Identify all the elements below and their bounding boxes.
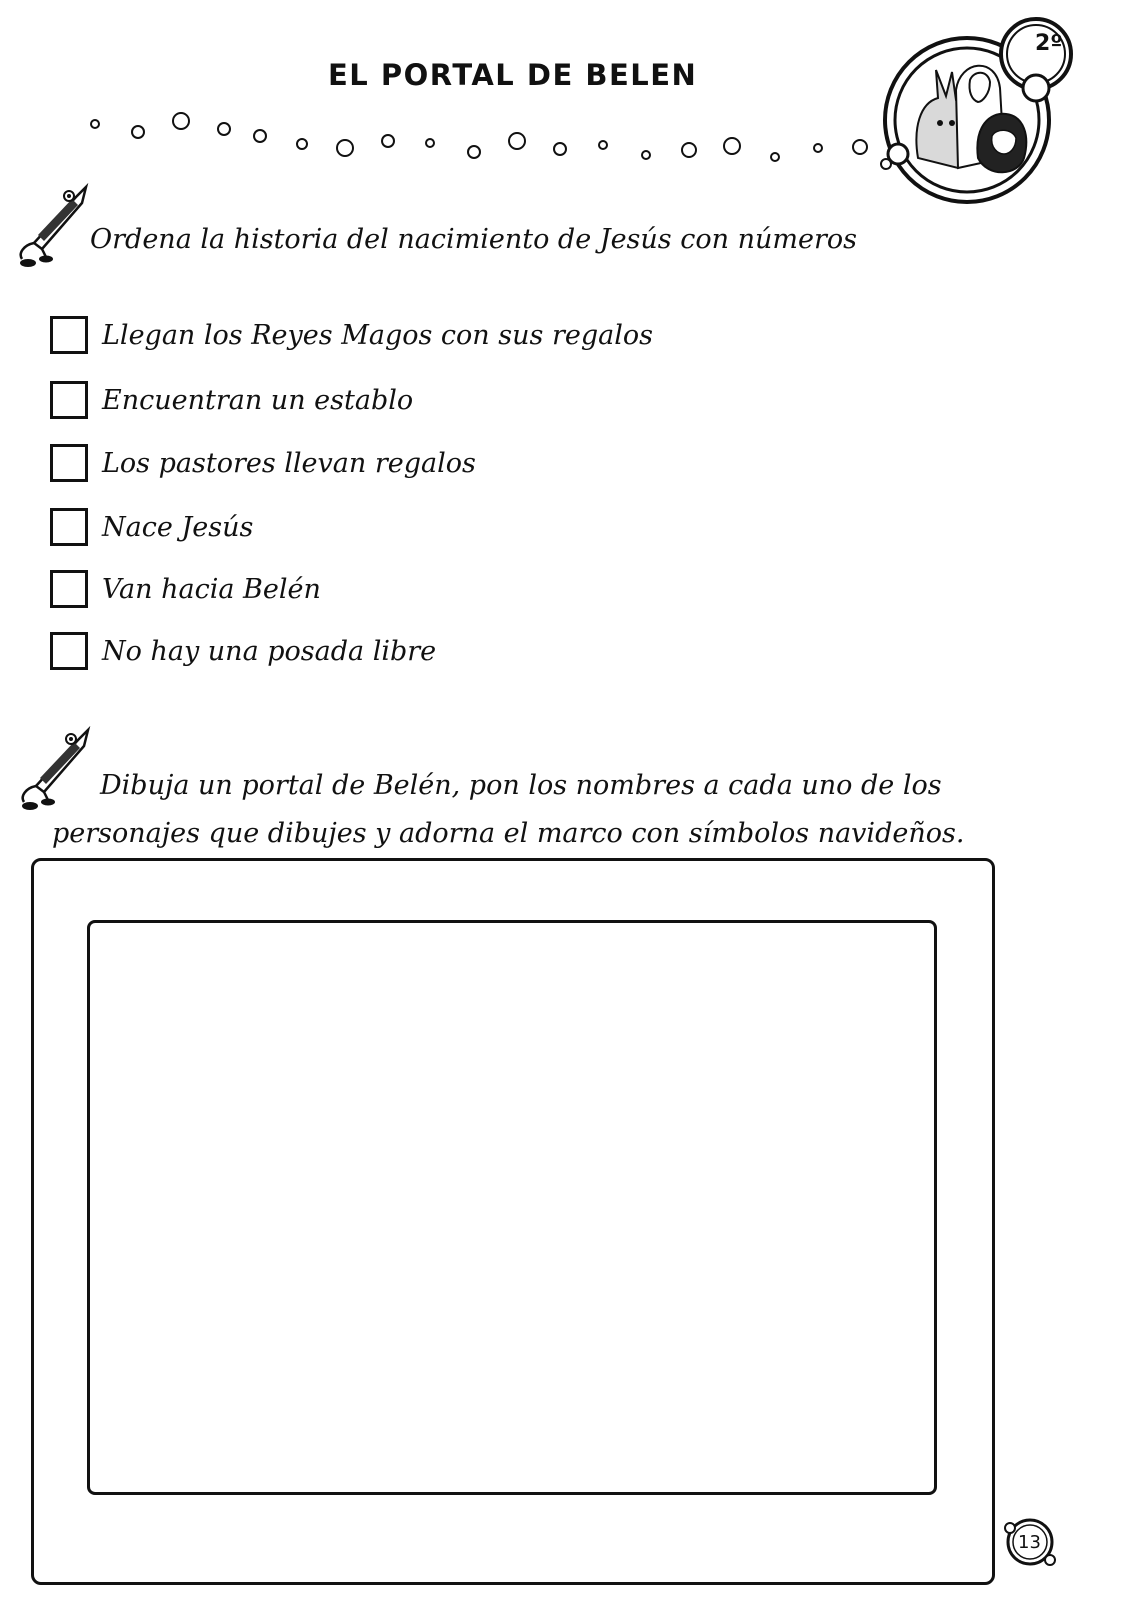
bubble-trail-decoration xyxy=(0,0,900,180)
order-number-box[interactable] xyxy=(50,444,88,482)
list-item-label: No hay una posada libre xyxy=(102,635,437,667)
list-item-label: Los pastores llevan regalos xyxy=(102,447,476,479)
list-item xyxy=(50,377,413,423)
grade-badge: 2º xyxy=(1035,31,1063,56)
list-item-label: Encuentran un establo xyxy=(102,384,414,416)
list-item-label: Nace Jesús xyxy=(102,511,254,543)
order-number-box[interactable] xyxy=(50,508,88,546)
list-item-label: Van hacia Belén xyxy=(102,573,321,605)
pencil-mascot-icon xyxy=(14,183,94,273)
section1-instruction: Ordena la historia del nacimiento de Jesús con números xyxy=(90,224,857,255)
list-item xyxy=(50,504,253,550)
section2-instruction-line2: personajes que dibujes y adorna el marco con símbolos navideños. xyxy=(52,818,965,849)
order-number-box[interactable] xyxy=(50,570,88,608)
page-number: 13 xyxy=(1018,1532,1041,1553)
list-item xyxy=(50,312,653,358)
order-number-box[interactable] xyxy=(50,632,88,670)
page-title: EL PORTAL DE BELEN xyxy=(328,58,698,92)
order-number-box[interactable] xyxy=(50,381,88,419)
order-number-box[interactable] xyxy=(50,316,88,354)
list-item xyxy=(50,628,436,674)
list-item xyxy=(50,440,476,486)
section2-instruction xyxy=(52,762,1072,858)
section2-instruction-line1: Dibuja un portal de Belén, pon los nombres a cada uno de los xyxy=(100,770,942,801)
list-item-label: Llegan los Reyes Magos con sus regalos xyxy=(102,319,653,351)
drawing-area[interactable] xyxy=(87,920,937,1495)
list-item xyxy=(50,566,321,612)
